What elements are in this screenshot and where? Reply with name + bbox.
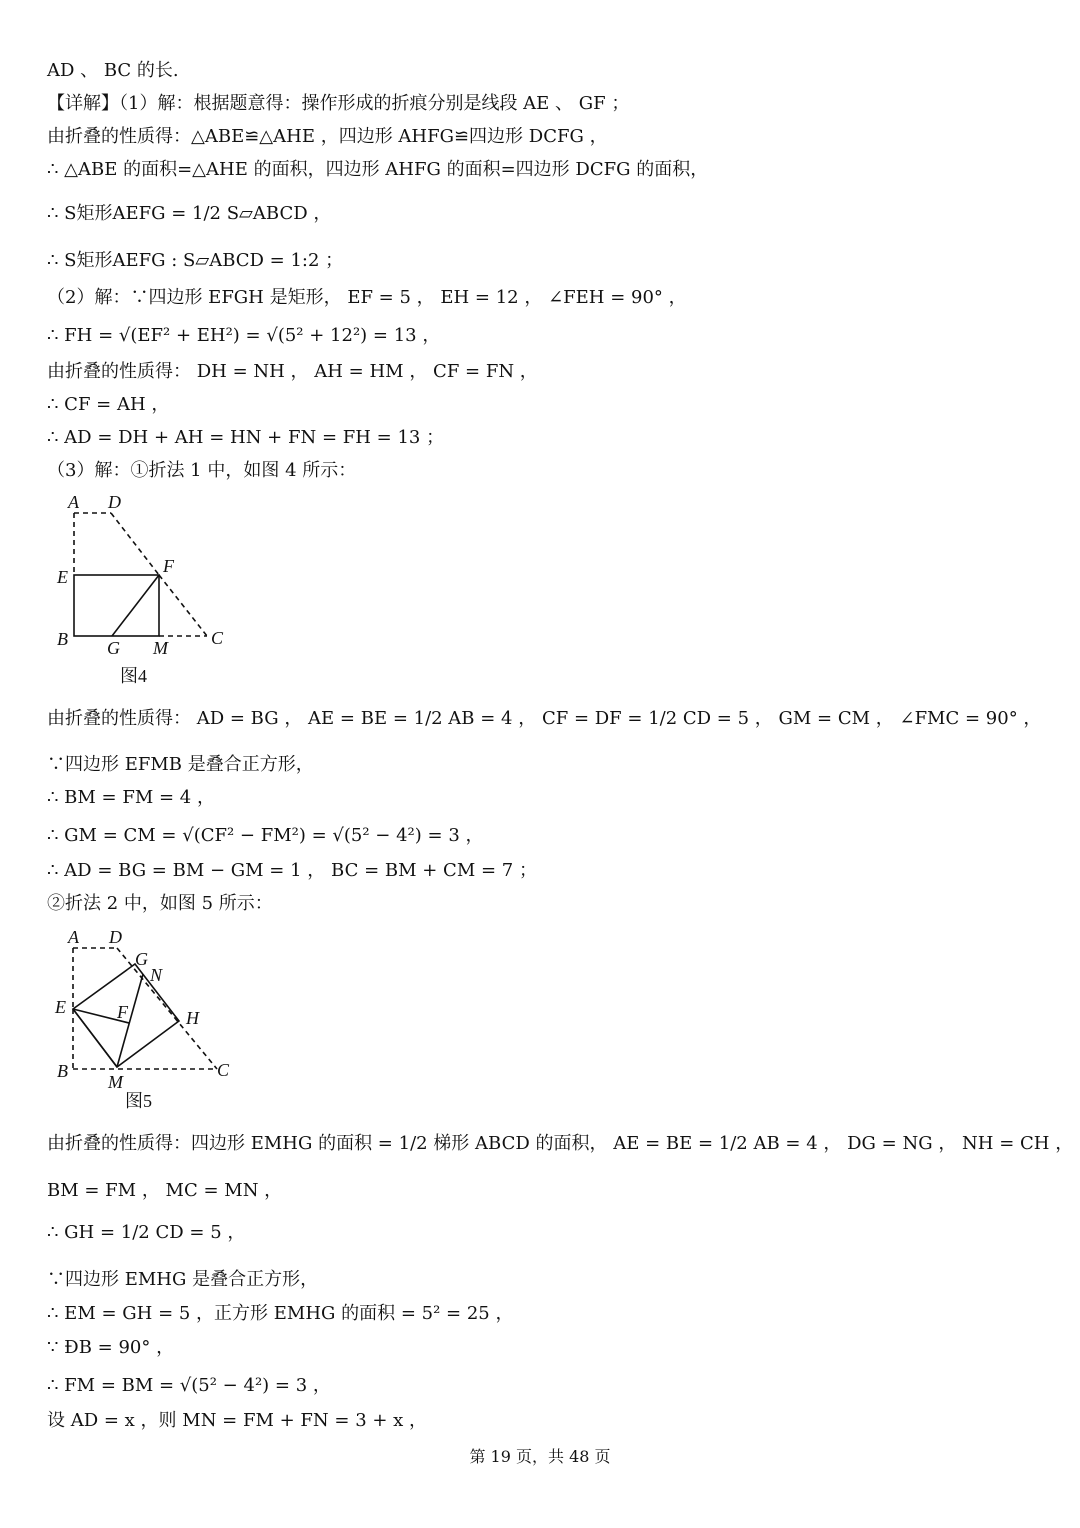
solution-line: ∴ △ABE 的面积=△AHE 的面积，四边形 AHFG 的面积=四边形 DCFG 的面积，: [47, 159, 709, 180]
solution-line: ∴ S矩形AEFG : S▱ABCD = 1:2 ；: [47, 250, 344, 271]
label-D: D: [109, 927, 122, 947]
label-C: C: [217, 1060, 230, 1080]
label-B: B: [57, 629, 68, 649]
segment-FC: [159, 575, 207, 636]
label-N: N: [150, 965, 163, 985]
label-M: M: [108, 1072, 123, 1092]
label-F: F: [163, 556, 174, 576]
label-H: H: [186, 1008, 199, 1028]
solution-line: ∴ FM = BM = √(5² − 4²) = 3 ，: [47, 1375, 331, 1396]
solution-line: ∵ ÐB = 90° ，: [47, 1337, 175, 1358]
page-footer: 第 19 页，共 48 页: [469, 1447, 611, 1466]
solution-line: ∴ EM = GH = 5 ，正方形 EMHG 的面积 = 5² = 25 ，: [47, 1303, 514, 1324]
solution-line: BM = FM ， MC = MN ，: [47, 1180, 283, 1201]
segment-GF: [112, 575, 159, 636]
figure-4-caption: 图4: [120, 666, 147, 686]
segment-DF: [111, 513, 159, 575]
solution-line: ∴ CF = AH ，: [47, 394, 170, 415]
solution-line: ∴ GH = 1/2 CD = 5 ，: [47, 1222, 246, 1243]
solution-line: 设 AD = x ，则 MN = FM + FN = 3 + x ，: [47, 1410, 428, 1431]
label-G: G: [135, 949, 148, 969]
label-A: A: [68, 927, 79, 947]
solution-line: AD 、 BC 的长.: [47, 60, 179, 81]
solution-line: ∵四边形 EMHG 是叠合正方形，: [47, 1269, 319, 1290]
label-E: E: [55, 997, 66, 1017]
label-G: G: [107, 638, 120, 658]
solution-line: ∴ GM = CM = √(CF² − FM²) = √(5² − 4²) = 3 ，: [47, 825, 484, 846]
figure-4: [45, 486, 245, 691]
label-M: M: [153, 638, 168, 658]
solution-line: 由折叠的性质得： DH = NH ， AH = HM ， CF = FN ，: [47, 361, 538, 382]
solution-line: ∴ AD = BG = BM − GM = 1 ， BC = BM + CM = 7 ；: [47, 860, 537, 881]
label-E: E: [57, 567, 68, 587]
solution-line: ∴ AD = DH + AH = HN + FN = FH = 13 ；: [47, 427, 445, 448]
solution-line: 由折叠的性质得：△ABE≌△AHE ，四边形 AHFG≌四边形 DCFG ，: [47, 126, 608, 147]
solution-line: （2）解：∵四边形 EFGH 是矩形， EF = 5 ， EH = 12 ， ∠FEH = 90° ，: [47, 287, 687, 308]
solution-line: ∴ FH = √(EF² + EH²) = √(5² + 12²) = 13 ，: [47, 325, 441, 346]
solution-line: ②折法 2 中，如图 5 所示：: [47, 893, 273, 914]
square-EFMB: [74, 575, 159, 636]
figure-5-caption: 图5: [125, 1091, 152, 1111]
solution-line: 【详解】（1）解：根据题意得：操作形成的折痕分别是线段 AE 、 GF ；: [47, 93, 630, 114]
label-D: D: [108, 492, 121, 512]
label-B: B: [57, 1061, 68, 1081]
solution-line: ∴ BM = FM = 4 ，: [47, 787, 215, 808]
label-A: A: [68, 492, 79, 512]
solution-line: 由折叠的性质得：四边形 EMHG 的面积 = 1/2 梯形 ABCD 的面积， AE = BE = 1/2 AB = 4 ， DG = NG ， NH = CH ，: [47, 1133, 1074, 1154]
label-F: F: [117, 1002, 128, 1022]
solution-line: （3）解：①折法 1 中，如图 4 所示：: [47, 460, 357, 481]
solution-line: 由折叠的性质得： AD = BG ， AE = BE = 1/2 AB = 4 ， CF = DF = 1/2 CD = 5 ， GM = CM ， ∠FMC = 90° ，: [47, 708, 1042, 729]
solution-line: ∴ S矩形AEFG = 1/2 S▱ABCD ，: [47, 203, 332, 224]
label-C: C: [211, 628, 224, 648]
figure-5: [45, 923, 255, 1118]
solution-line: ∵四边形 EFMB 是叠合正方形，: [47, 754, 314, 775]
